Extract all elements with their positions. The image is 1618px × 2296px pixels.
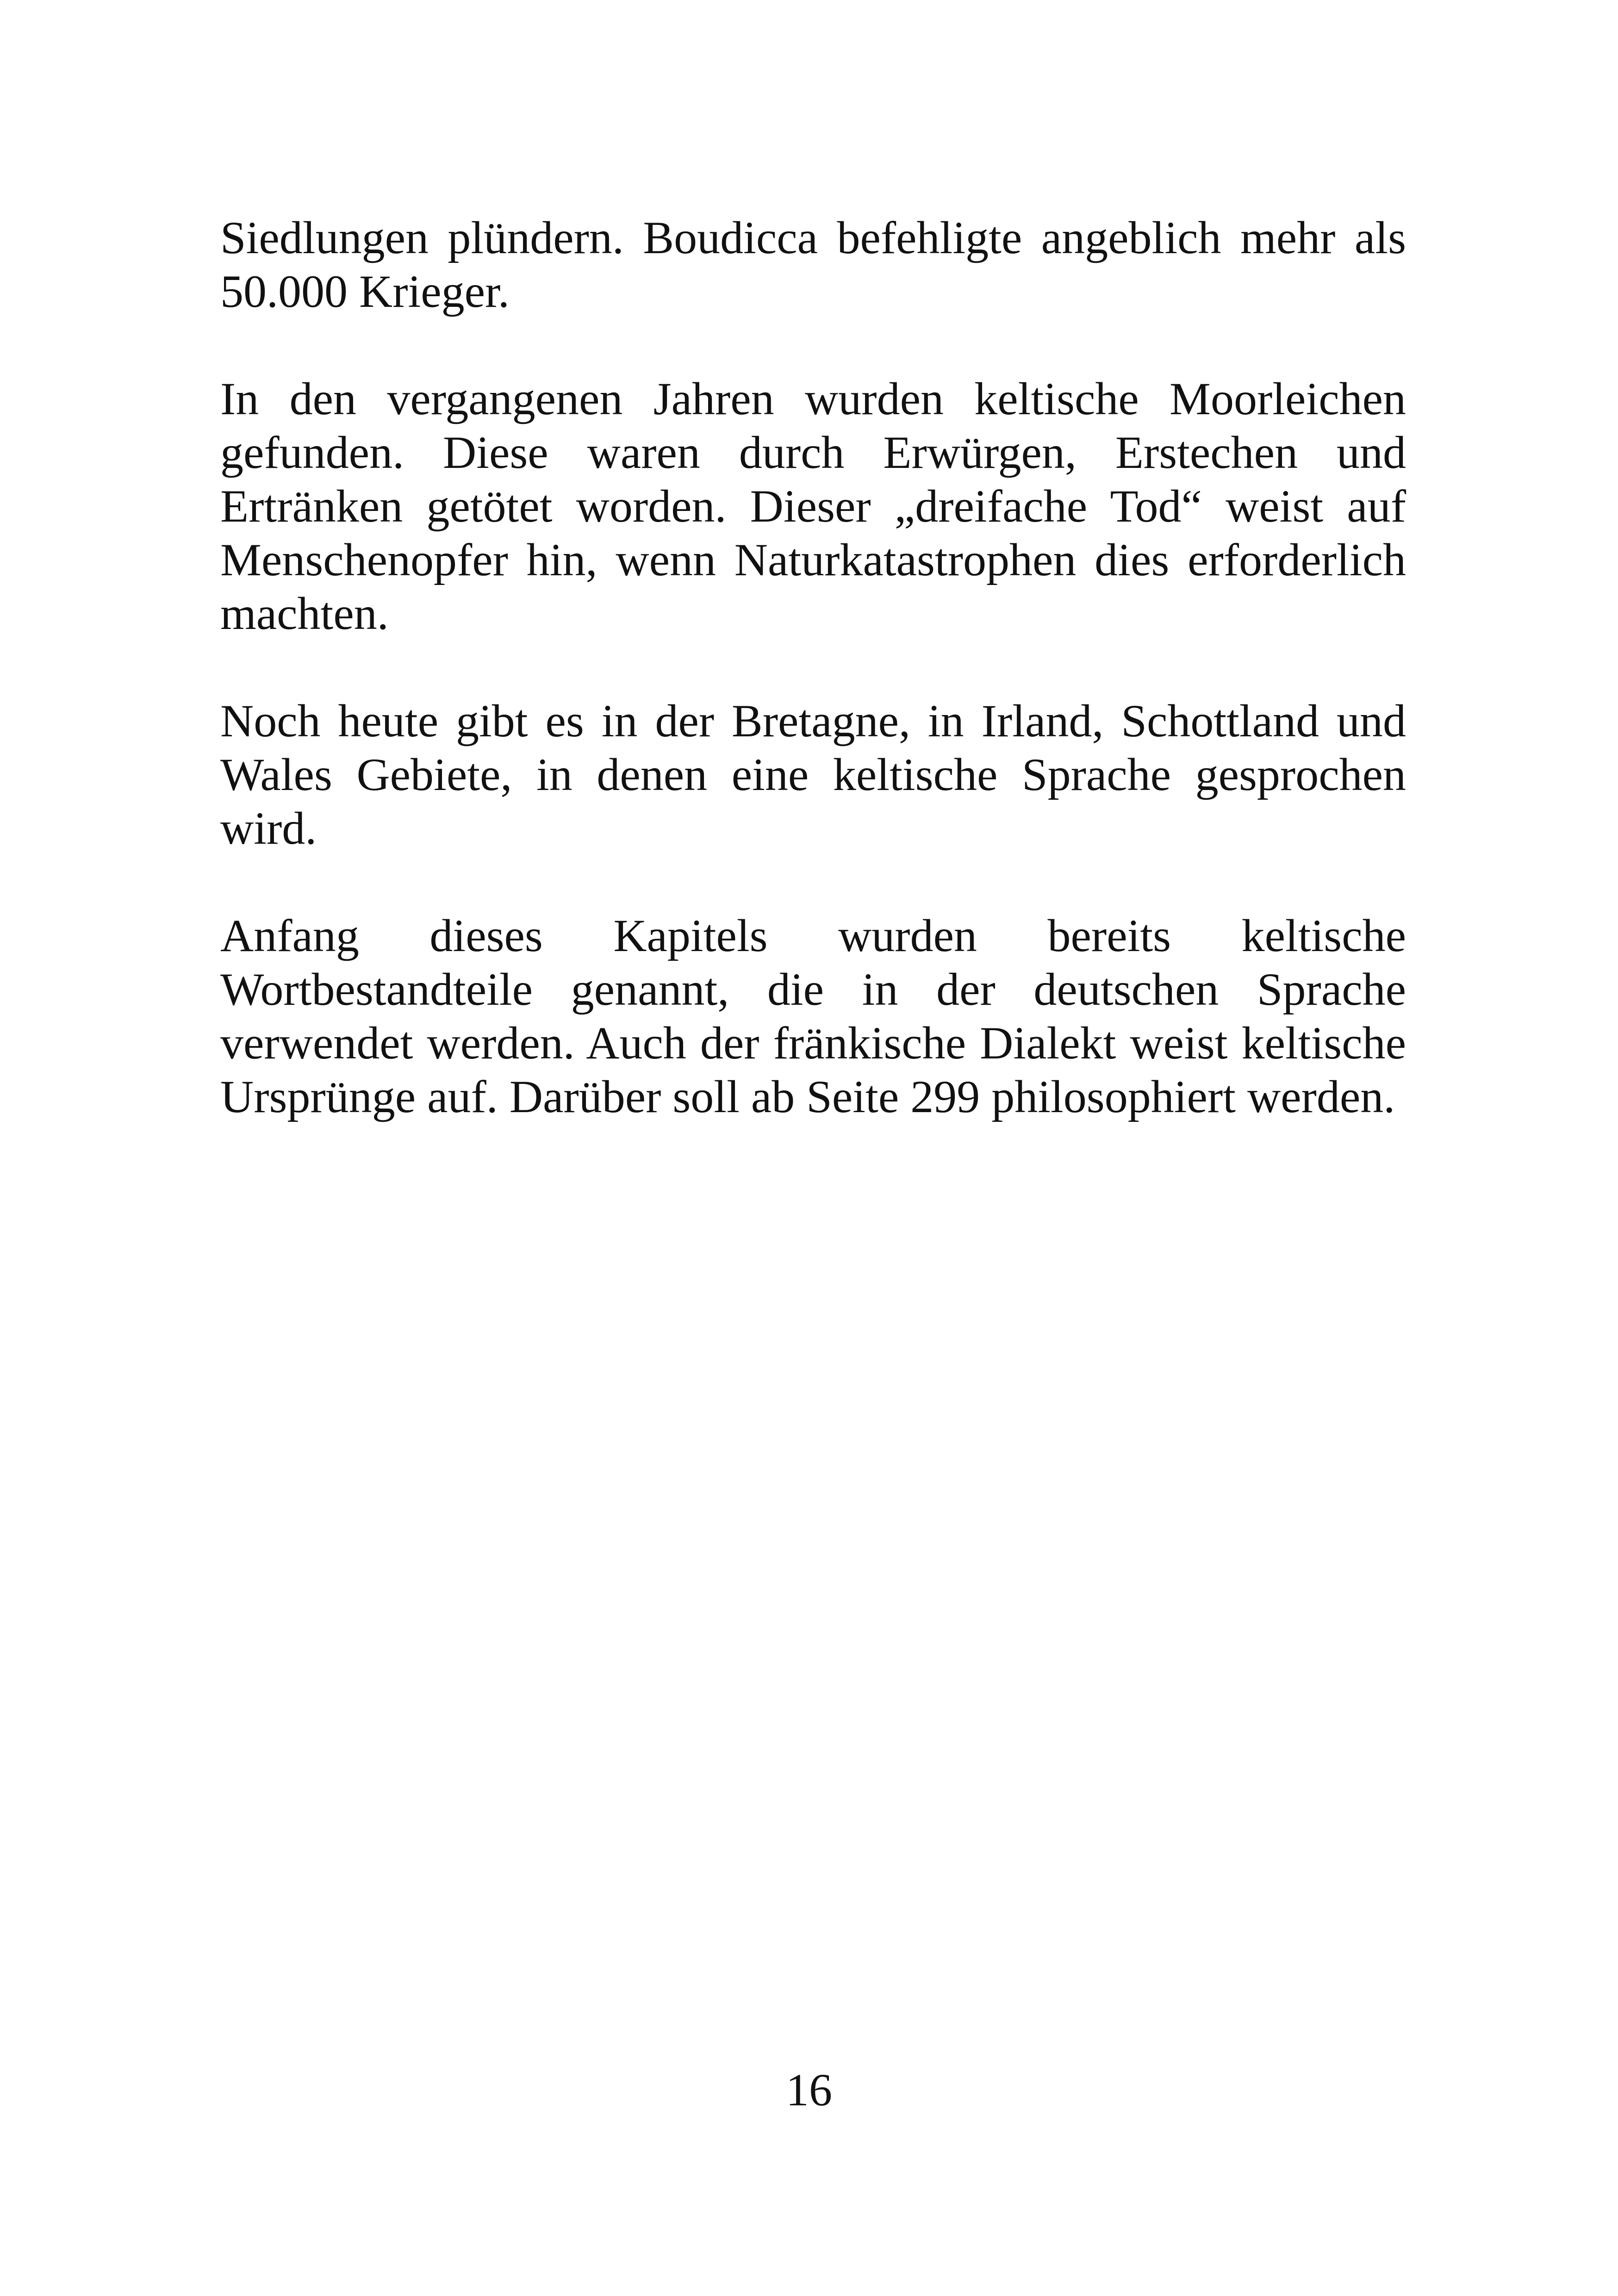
text-line: Noch heute gibt es in der Bretagne, in Irland, Schottland und: [220, 695, 1406, 747]
text-line: gefunden. Diese waren durch Erwürgen, Erstechen und: [220, 427, 1406, 478]
text-line: Anfang dieses Kapitels wurden bereits keltische: [220, 910, 1406, 961]
text-line: verwendet werden. Auch der fränkische Dialekt weist keltische: [220, 1017, 1406, 1069]
body-text: [220, 211, 1406, 1177]
text-line: Menschenopfer hin, wenn Naturkatastrophen dies erforderlich: [220, 534, 1406, 585]
text-line: In den vergangenen Jahren wurden keltische Moorleichen: [220, 373, 1406, 424]
text-line: 50.000 Krieger.: [220, 266, 510, 317]
text-line: Siedlungen plündern. Boudicca befehligte angeblich mehr als: [220, 212, 1406, 263]
paragraph-1: [220, 211, 1406, 318]
text-line: Ursprünge auf. Darüber soll ab Seite 299 philosophiert werden.: [220, 1071, 1395, 1122]
page-number: 16: [786, 2064, 832, 2116]
text-line: Wortbestandteile genannt, die in der deutschen Sprache: [220, 964, 1406, 1015]
text-line: machten.: [220, 588, 389, 639]
text-line: wird.: [220, 803, 317, 854]
paragraph-3: [220, 694, 1406, 855]
paragraph-4: [220, 909, 1406, 1124]
paragraph-2: [220, 372, 1406, 641]
text-line: Wales Gebiete, in denen eine keltische Sprache gesprochen: [220, 749, 1406, 800]
text-line: Ertränken getötet worden. Dieser „dreifache Tod“ weist auf: [220, 480, 1406, 532]
